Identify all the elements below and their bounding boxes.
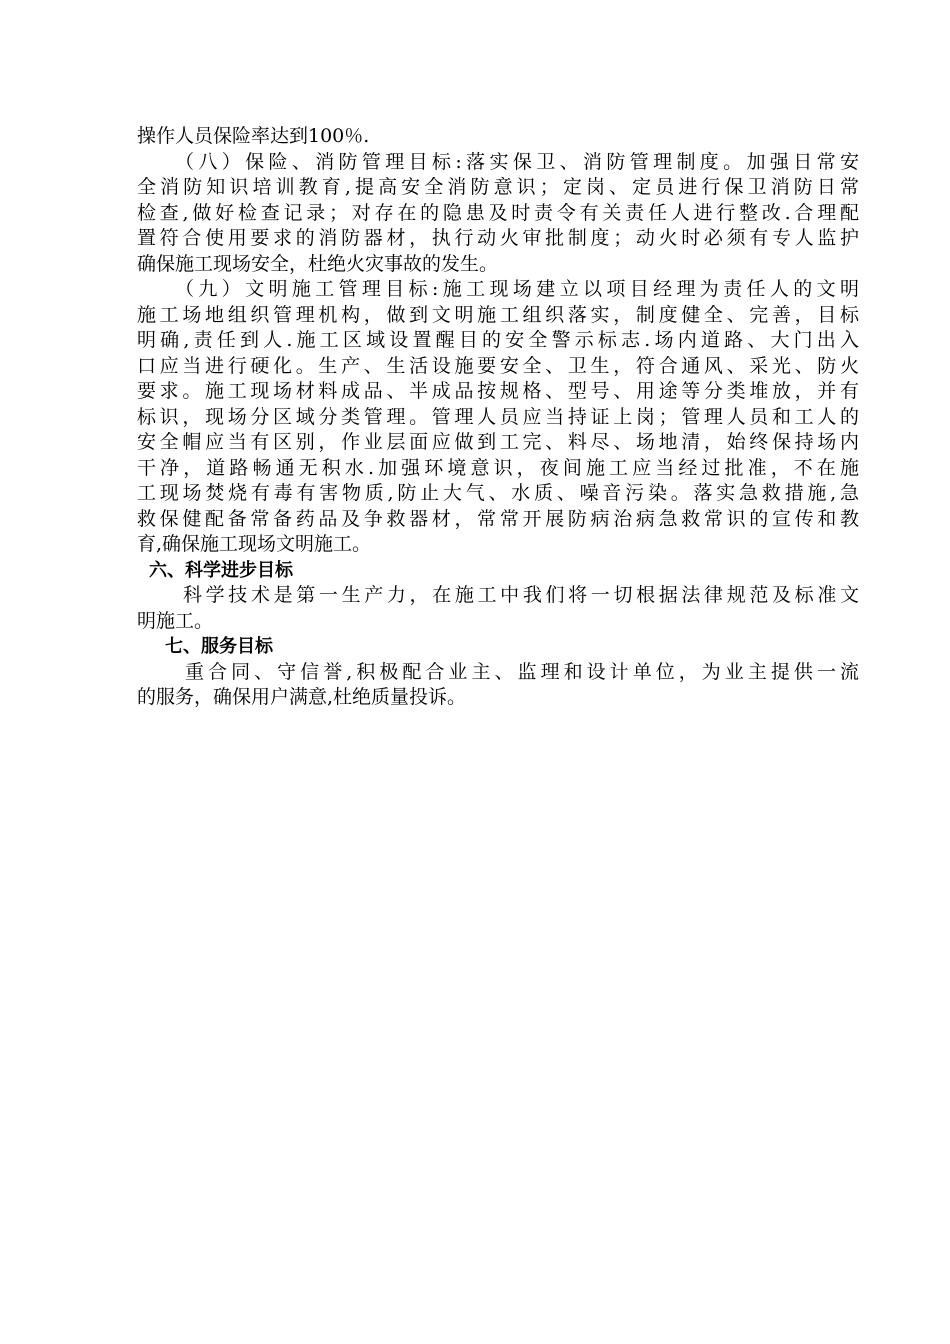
text-line: 口应当进行硬化。生产、生活设施要安全、卫生，符合通风、采光、防火 bbox=[137, 354, 859, 377]
text-line: 要求。施工现场材料成品、半成品按规格、型号、用途等分类堆放，并有 bbox=[137, 380, 859, 402]
text-line: 全消防知识培训教育,提高安全消防意识；定岗、定员进行保卫消防日常 bbox=[137, 176, 859, 198]
paragraph-science-progress bbox=[137, 583, 859, 634]
text-line: 明施工。 bbox=[137, 609, 214, 632]
text-line: 工现场焚烧有毒有害物质,防止大气、水质、噪音污染。落实急救措施,急 bbox=[137, 482, 859, 504]
text-line: 操作人员保险率达到100％. bbox=[137, 125, 370, 147]
text-line: 救保健配备常备药品及争救器材，常常开展防病治病急救常识的宣传和教 bbox=[137, 507, 859, 530]
text-line: （八）保险、消防管理目标:落实保卫、消防管理制度。加强日常安 bbox=[175, 150, 859, 173]
text-line: （九）文明施工管理目标:施工现场建立以项目经理为责任人的文明 bbox=[175, 278, 859, 300]
paragraph-civilized-construction-goal bbox=[137, 277, 859, 558]
text-line: 明确,责任到人.施工区域设置醒目的安全警示标志.场内道路、大门出入 bbox=[137, 329, 859, 351]
text-line: 育,确保施工现场文明施工。 bbox=[137, 533, 372, 555]
text-line: 置符合使用要求的消防器材，执行动火审批制度；动火时必须有专人监护 bbox=[137, 227, 859, 249]
paragraph-fire-safety-goal bbox=[137, 150, 859, 278]
text-line: 的服务，确保用户满意,杜绝质量投诉。 bbox=[137, 686, 467, 708]
text-line: 安全帽应当有区别，作业层面应做到工完、料尽、场地清，始终保持场内 bbox=[137, 431, 859, 453]
paragraph-service-goal bbox=[137, 660, 859, 711]
text-line: 确保施工现场安全，杜绝火灾事故的发生。 bbox=[137, 252, 499, 275]
text-line: 检查,做好检查记录；对存在的隐患及时责令有关责任人进行整改.合理配 bbox=[137, 201, 859, 224]
document-page bbox=[137, 124, 859, 711]
text-line: 施工场地组织管理机构，做到文明施工组织落实，制度健全、完善，目标 bbox=[137, 303, 859, 326]
section-heading-service-goal: 七、服务目标 bbox=[165, 636, 273, 657]
paragraph-insurance-tail bbox=[137, 124, 859, 150]
text-line: 科学技术是第一生产力，在施工中我们将一切根据法律规范及标准文 bbox=[183, 584, 859, 606]
text-line: 干净，道路畅通无积水.加强环境意识，夜间施工应当经过批准，不在施 bbox=[137, 456, 859, 479]
text-line: 重合同、守信誉,积极配合业主、监理和设计单位，为业主提供一流 bbox=[185, 660, 859, 683]
text-line: 标识，现场分区域分类管理。管理人员应当持证上岗；管理人员和工人的 bbox=[137, 405, 859, 428]
section-heading-science-progress: 六、科学进步目标 bbox=[149, 559, 293, 581]
